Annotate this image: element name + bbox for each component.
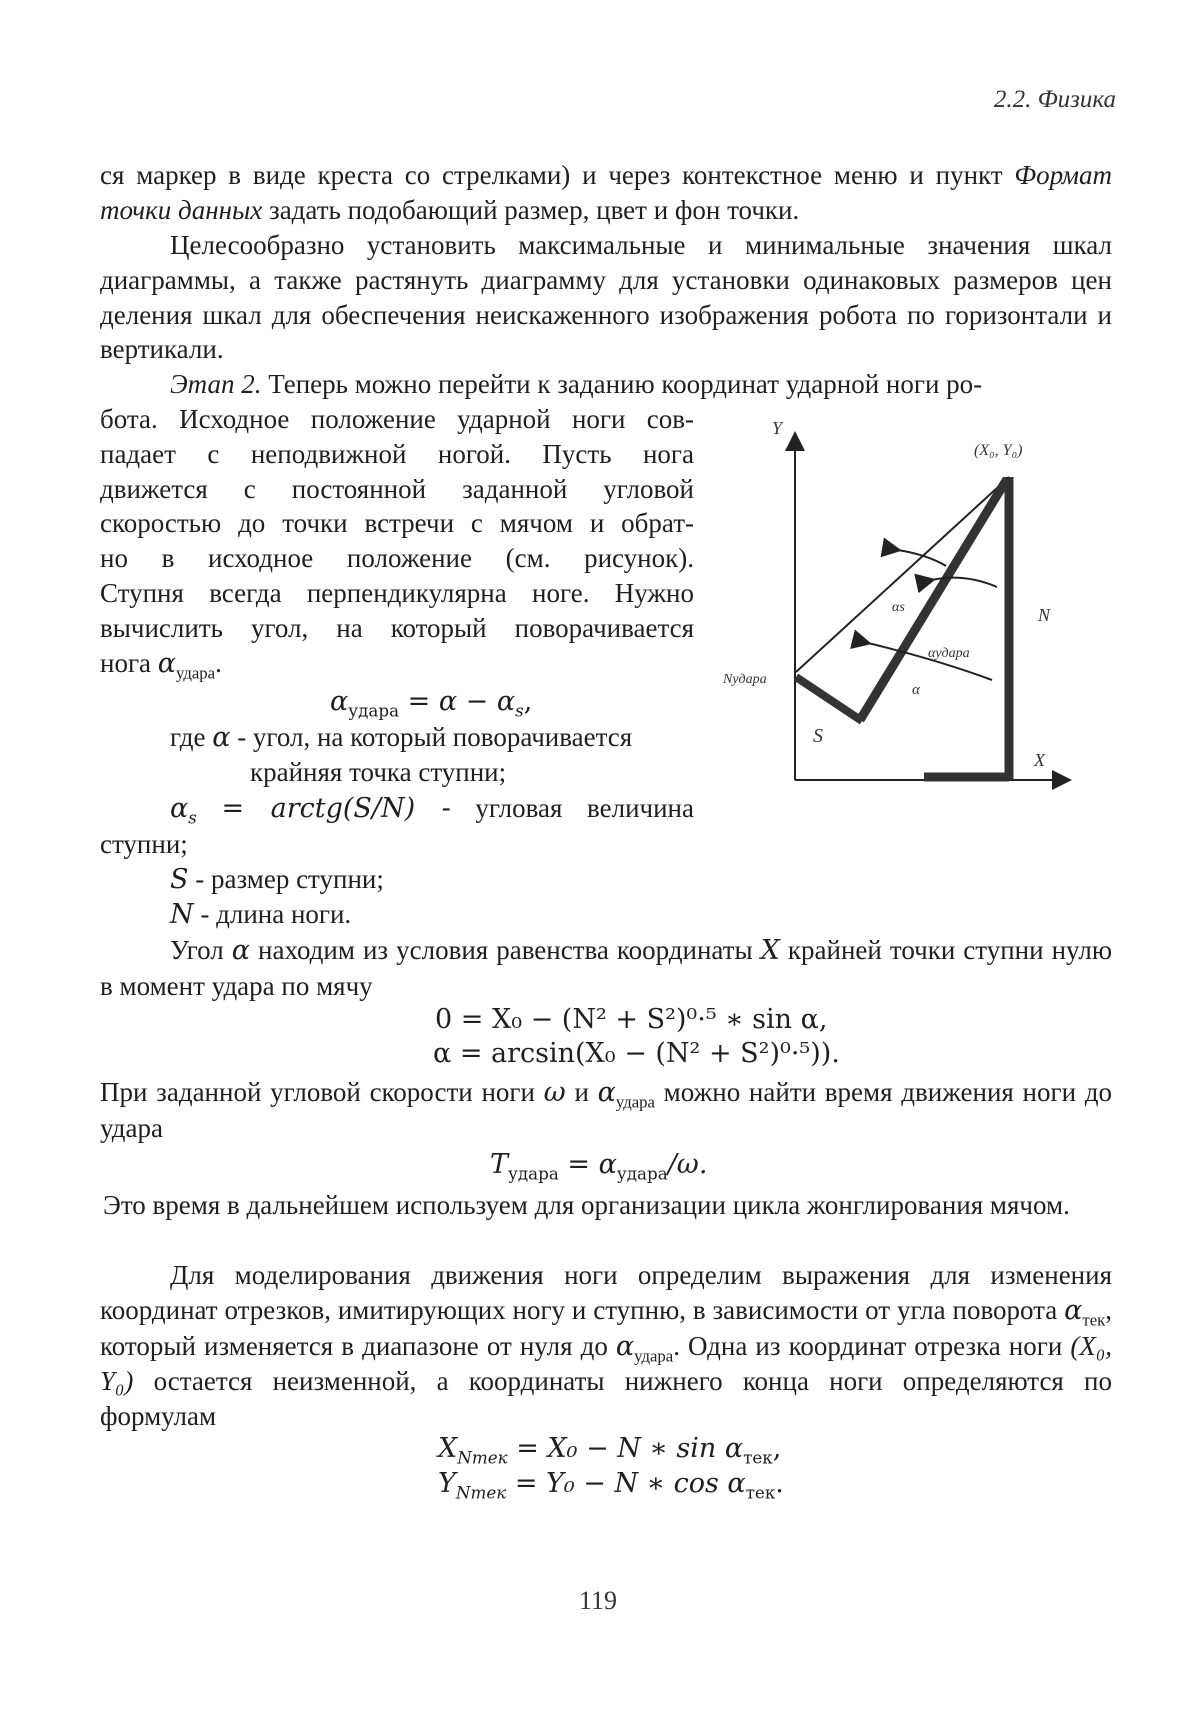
paragraph-4 [100, 933, 1112, 1004]
formula-4 [490, 1148, 707, 1182]
text: крайней точки ступни нулю в момент удара по мячу [100, 935, 1112, 1001]
page-number: 119 [578, 1586, 618, 1615]
left-line: но в исходное положение (см. рисунок). [100, 543, 694, 574]
formula-text: = Y₀ − N ∗ cos α [506, 1468, 746, 1499]
subscript: Nтек [457, 1447, 508, 1468]
kicking-leg [860, 479, 1007, 720]
text: . Одна из координат отрезка ноги [673, 1330, 1071, 1361]
paragraph-5 [100, 1075, 1112, 1146]
label-y: Y [772, 418, 783, 438]
formula-text: = X₀ − N ∗ sin α [507, 1433, 744, 1464]
text: угловая величина [475, 793, 694, 823]
text: Угол [170, 935, 232, 965]
formula-text: = α [558, 1149, 617, 1180]
paragraph-3-first-line [100, 367, 1112, 402]
label-n: N [1038, 605, 1051, 625]
formula-text: = α − α [399, 686, 516, 717]
left-line: скоростью до точки встречи с мячом и обрат- [100, 508, 694, 539]
formula-5 [438, 1432, 781, 1466]
punct: . [775, 1468, 784, 1499]
text: , который изменяется в диапазоне от нуля до [100, 1294, 1112, 1361]
subscript: удара [615, 1092, 655, 1112]
where-line [170, 720, 694, 756]
left-line: бота. Исходное положение ударной ноги сов- [100, 404, 694, 434]
subscript: тек [743, 1447, 773, 1468]
stage-label: Этап 2. [170, 369, 262, 399]
symbol: Y [438, 1468, 456, 1499]
text: - угол, на который поворачивается [230, 722, 633, 752]
punct: , [523, 686, 533, 717]
formula-alpha-udara [330, 685, 532, 719]
symbol: X [438, 1433, 458, 1464]
symbol: ω [543, 1077, 566, 1108]
alpha-s-definition [170, 791, 694, 827]
left-line: вычислить угол, на который поворачивается [100, 612, 694, 643]
text: остается неизменной, а координаты нижнего конца ноги определяются по формулам [100, 1366, 1112, 1432]
p1-text-b: задать подобающий размер, цвет и фон точки. [262, 194, 800, 225]
subscript: удара [176, 662, 216, 682]
symbol: α [212, 722, 231, 753]
left-column-text [100, 402, 694, 681]
text: можно найти время движения ноги до удара [100, 1077, 1113, 1143]
kicking-foot [796, 677, 862, 721]
left-line: падает с неподвижной ногой. Пусть нога [100, 438, 694, 469]
left-line: движется с постоянной заданной угловой [100, 473, 694, 504]
punct: , [772, 1433, 782, 1464]
symbol: α [170, 793, 189, 824]
formula-3: α = arcsin(X₀ − (N² + S²)⁰·⁵)). [433, 1038, 840, 1069]
coordinates: (X₀, Y₀) [100, 1330, 1112, 1397]
subscript: удара [634, 1345, 674, 1365]
leg-kinematics-figure [716, 415, 1076, 800]
subscript: Nтек [455, 1482, 507, 1503]
symbol: α [1064, 1294, 1083, 1326]
symbol: X [760, 935, 780, 966]
formula-2: 0 = X₀ − (N² + S²)⁰·⁵ ∗ sin α, [435, 1004, 828, 1035]
symbol: α [615, 1330, 635, 1362]
s-definition [170, 862, 1182, 898]
p3-text-a: Теперь можно перейти к заданию координат ударной ноги ро- [261, 369, 983, 399]
text: Для моделирования движения ноги определим выражения для изменения координат отрезков, имитирующих ногу и ступню, в зависимости от угла поворота [100, 1260, 1112, 1325]
paragraph-6: Это время в дальнейшем используем для организации цикла жонглирования мячом. [103, 1190, 1070, 1220]
symbol: α [157, 647, 176, 679]
text: нога [100, 647, 158, 678]
paragraph-1 [100, 158, 1112, 228]
text: - длина ноги. [193, 899, 352, 929]
text: находим из условия равенства координаты [250, 935, 761, 965]
formula-text: /ω. [667, 1149, 708, 1180]
p1-text-a: ся маркер в виде креста со стрелками) и через контекстное меню и пункт [100, 160, 1015, 190]
where-line-2: крайняя точка ступни; [250, 757, 507, 787]
text: - размер ступни; [188, 864, 384, 894]
label-x: X [1034, 750, 1045, 770]
p1-italic: Формат точки данных [100, 160, 1112, 225]
subscript: s [188, 807, 197, 828]
label-nudara: Nудара [723, 672, 767, 687]
subscript: тек [1082, 1310, 1106, 1330]
symbol: α [231, 935, 251, 966]
label-alpha-s: αs [892, 600, 905, 615]
paragraph-7 [100, 1258, 1112, 1434]
subscript: удара [348, 700, 400, 721]
label-alpha: α [912, 682, 920, 698]
punct: . [215, 647, 222, 678]
text: При заданной угловой скорости ноги [100, 1077, 544, 1107]
symbol: α [597, 1077, 616, 1108]
symbol: N [170, 899, 194, 930]
label-s: S [813, 725, 823, 747]
text: и [565, 1077, 598, 1107]
alpha-s-definition-2: ступни; [100, 829, 188, 859]
running-header: 2.2. Физика [993, 86, 1116, 113]
left-line: Ступня всегда перпендикулярна ноге. Нужно [100, 577, 694, 608]
symbol: T [490, 1149, 509, 1180]
symbol: S [170, 864, 189, 895]
subscript: удара [508, 1163, 559, 1184]
label-alpha-udara: αудара [928, 646, 970, 661]
left-line-last [100, 646, 694, 682]
subscript: тек [745, 1482, 776, 1503]
subscript: удара [616, 1163, 668, 1184]
formula-6 [438, 1467, 784, 1501]
text: где [170, 722, 213, 752]
subscript: s [515, 700, 524, 721]
paragraph-2: Целесообразно установить максимальные и минимальные значения шкал диаграммы, а также растянуть диаграмму для установки одинаковых размеров цен деления шкал для обеспечения неискаженного изображения робота по горизонтали и вертикали. [100, 230, 1112, 365]
n-definition [170, 897, 1182, 933]
symbol: α [330, 686, 349, 717]
formula-text: = arctg(S/N) - [221, 793, 451, 824]
label-top: (X₀, Y₀) [974, 442, 1023, 459]
